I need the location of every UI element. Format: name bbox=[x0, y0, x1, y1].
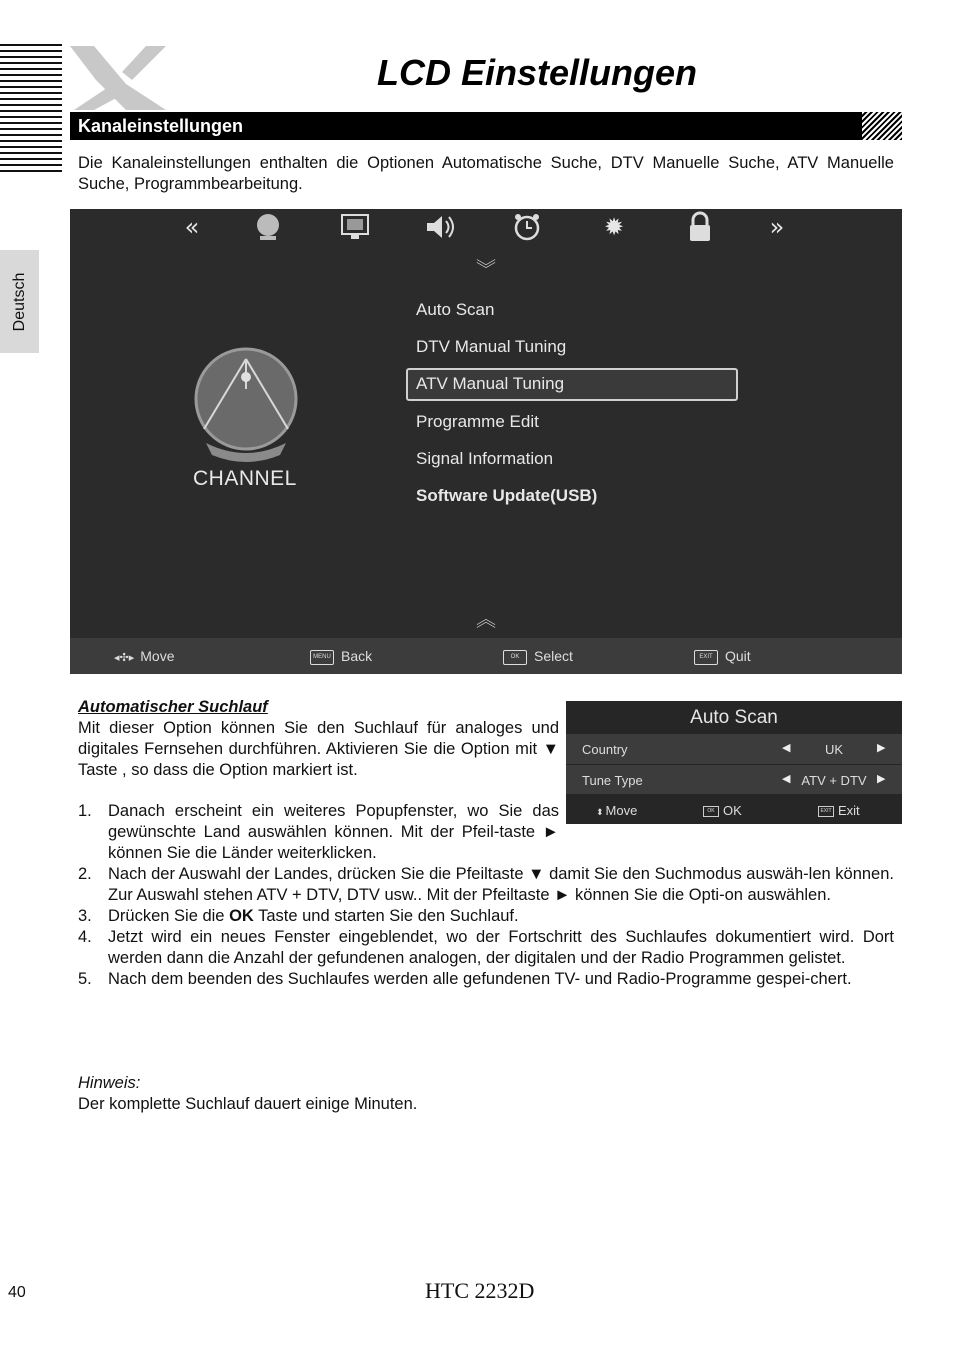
bar-hatch-decoration bbox=[862, 112, 902, 140]
tv-menu-screenshot bbox=[70, 209, 902, 674]
menu-key-icon: MENU bbox=[310, 650, 334, 665]
left-arrow-icon: ◀ bbox=[782, 741, 791, 754]
language-tab bbox=[0, 250, 39, 353]
step-number: 5. bbox=[78, 970, 92, 988]
exit-key-icon: EXIT bbox=[694, 650, 718, 665]
tv-menu-footer bbox=[70, 638, 902, 674]
menu-item-programme-edit[interactable]: Programme Edit bbox=[416, 412, 539, 431]
intro-paragraph: Die Kanaleinstellungen enthalten die Optionen Automatische Suche, DTV Manuelle Suche, ATV Manuelle Suche, Programmbearbeitung. bbox=[78, 154, 894, 193]
list-item bbox=[78, 906, 894, 927]
channel-label: CHANNEL bbox=[193, 467, 297, 490]
menu-item-auto-scan[interactable]: Auto Scan bbox=[416, 300, 495, 319]
picture-icon bbox=[335, 209, 375, 245]
chevron-up-icon: ︽ bbox=[476, 607, 496, 631]
country-label: Country bbox=[582, 742, 628, 757]
right-arrow-icon: ▶ bbox=[877, 772, 886, 785]
auto-scan-exit-label: Exit bbox=[838, 803, 860, 818]
menu-item-signal-information[interactable]: Signal Information bbox=[416, 449, 554, 468]
double-left-arrow-icon: « bbox=[184, 213, 200, 241]
footer-select-label: Select bbox=[534, 648, 573, 664]
step-number: 4. bbox=[78, 928, 92, 946]
tune-type-value: ATV + DTV bbox=[801, 773, 867, 788]
chevron-down-icon: ︾ bbox=[476, 257, 496, 281]
step-number: 2. bbox=[78, 865, 92, 883]
auto-scan-row-tune-type bbox=[566, 765, 902, 795]
footer-select bbox=[503, 648, 573, 665]
gear-icon: ✹ bbox=[603, 213, 625, 241]
four-way-arrow-icon: ◂✣▸ bbox=[114, 651, 135, 664]
list-item bbox=[78, 969, 894, 990]
step-text: Taste und starten Sie den Suchlauf. bbox=[253, 907, 519, 925]
hint-label: Hinweis: bbox=[78, 1074, 141, 1092]
ok-key-icon: OK bbox=[503, 650, 527, 665]
ok-key-icon: OK bbox=[703, 806, 719, 817]
footer-back-label: Back bbox=[341, 648, 373, 664]
speaker-icon bbox=[421, 209, 461, 245]
step-text: Drücken Sie die bbox=[108, 907, 230, 925]
step-text: Nach dem beenden des Suchlaufes werden alle gefundenen TV- und Radio-Programme gespei-chert. bbox=[108, 970, 852, 988]
exit-key-icon: EXIT bbox=[818, 806, 834, 817]
step-number: 3. bbox=[78, 907, 92, 925]
language-tab-label: Deutsch bbox=[10, 272, 28, 331]
footer-quit bbox=[694, 648, 751, 665]
up-down-arrow-icon: ⬍ bbox=[596, 808, 604, 818]
footer-back bbox=[310, 648, 372, 665]
model-name: HTC 2232D bbox=[425, 1278, 535, 1303]
ok-key-text: OK bbox=[229, 907, 254, 925]
alarm-clock-icon bbox=[507, 209, 547, 245]
double-right-arrow-icon: » bbox=[769, 213, 785, 241]
auto-scan-description: Mit dieser Option können Sie den Suchlauf für analoges und digitales Fernsehen durchführen. Aktivieren Sie die Option mit ▼ Taste , so dass die Option markiert ist. bbox=[78, 719, 559, 779]
auto-scan-move-label: Move bbox=[605, 803, 638, 818]
auto-scan-ok-label: OK bbox=[723, 803, 742, 818]
left-arrow-icon: ◀ bbox=[782, 772, 791, 785]
auto-scan-title: Auto Scan bbox=[690, 707, 778, 728]
subheading-auto-scan: Automatischer Suchlauf bbox=[78, 698, 268, 716]
step-text: Jetzt wird ein neues Fenster eingeblendet, wo der Fortschritt des Suchlaufes dokumentiert wird. Dort werden dann die Anzahl der gefundenen analogen, der digitalen und der Radio Programmen gelistet. bbox=[108, 928, 894, 967]
list-item bbox=[78, 864, 894, 906]
country-value: UK bbox=[824, 742, 844, 757]
footer-move-label: Move bbox=[140, 648, 175, 664]
menu-item-atv-manual-tuning[interactable]: ATV Manual Tuning bbox=[416, 374, 565, 393]
x-logo-icon bbox=[66, 40, 176, 112]
tv-top-icon-bar bbox=[70, 209, 902, 249]
auto-scan-row-country bbox=[566, 734, 902, 764]
list-item bbox=[78, 927, 894, 969]
section-heading-bar bbox=[70, 112, 902, 140]
list-item bbox=[78, 801, 559, 864]
steps-list bbox=[78, 801, 894, 990]
section-heading: Kanaleinstellungen bbox=[78, 116, 244, 136]
header-stripes bbox=[0, 44, 62, 172]
satellite-dish-icon bbox=[180, 347, 310, 465]
lock-icon bbox=[680, 209, 720, 245]
footer-move bbox=[114, 648, 175, 664]
page-title: LCD Einstellungen bbox=[377, 52, 698, 93]
step-text: Danach erscheint ein weiteres Popupfenster, wo Sie das gewünschte Land auswählen können. Mit der Pfeil-taste ► können Sie die Länder weiterklicken. bbox=[108, 802, 559, 862]
menu-item-software-update[interactable]: Software Update(USB) bbox=[416, 486, 598, 505]
menu-item-dtv-manual-tuning[interactable]: DTV Manual Tuning bbox=[416, 337, 567, 356]
tune-type-label: Tune Type bbox=[582, 773, 643, 788]
satellite-dish-icon bbox=[248, 209, 288, 245]
page-number: 40 bbox=[8, 1284, 26, 1301]
hint-text: Der komplette Suchlauf dauert einige Minuten. bbox=[78, 1095, 418, 1113]
right-arrow-icon: ▶ bbox=[877, 741, 886, 754]
footer-quit-label: Quit bbox=[725, 648, 751, 664]
step-number: 1. bbox=[78, 802, 92, 820]
step-text: Nach der Auswahl der Landes, drücken Sie die Pfeiltaste ▼ damit Sie den Suchmodus auswäh-len können. Zur Auswahl stehen ATV + DTV, DTV usw.. Mit der Pfeiltaste ► können Sie die Opti-on auswählen. bbox=[108, 865, 894, 904]
